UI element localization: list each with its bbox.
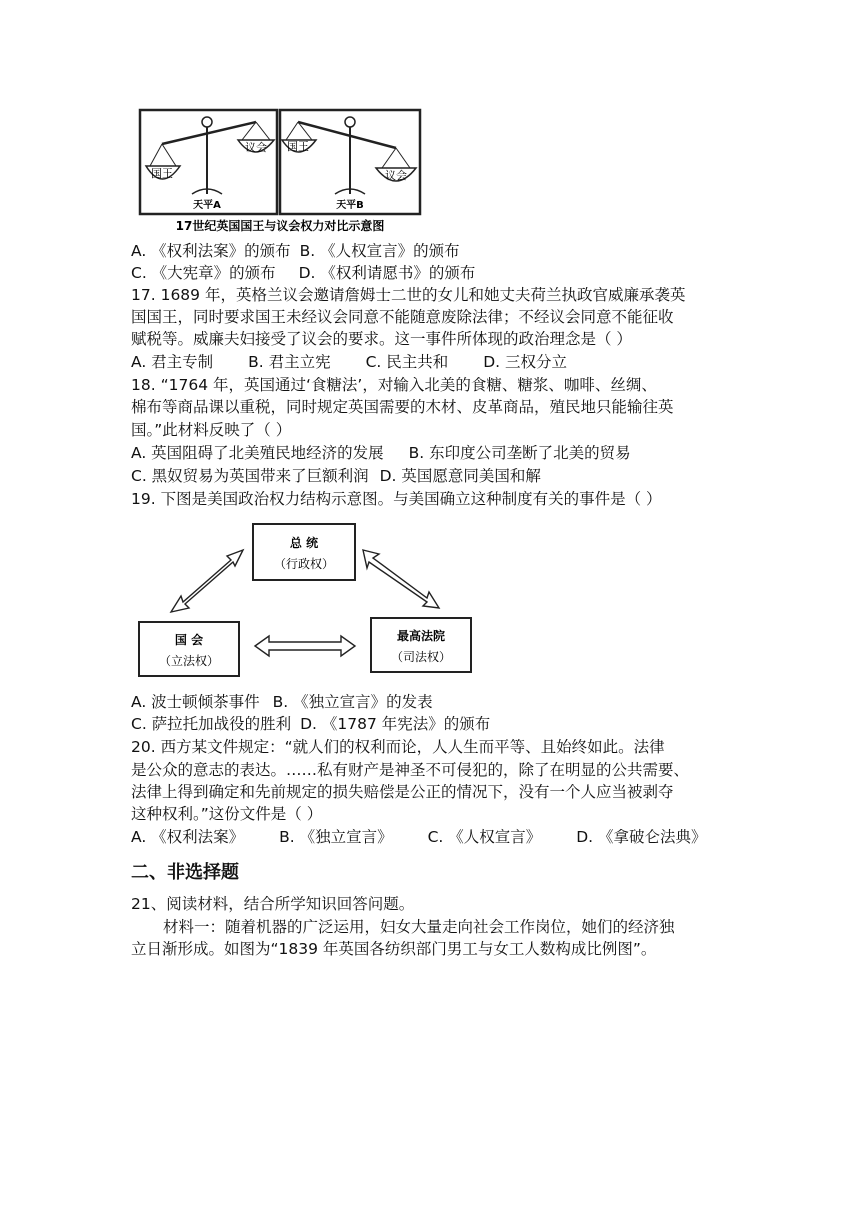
q16-option-b[interactable]: B. 《人权宣言》的颁布	[299, 242, 460, 260]
congress-label: 国 会	[174, 633, 204, 647]
balance-a-parliament-label: 议会	[245, 141, 267, 154]
q16-option-d[interactable]: D. 《权利请愿书》的颁布	[298, 264, 476, 282]
q17-option-d[interactable]: D. 三权分立	[483, 353, 567, 371]
q18-option-c[interactable]: C. 黑奴贸易为英国带来了巨额利润	[131, 467, 369, 485]
q19-option-d[interactable]: D. 《1787 年宪法》的颁布	[300, 715, 491, 733]
q18-option-a[interactable]: A. 英国阻碍了北美殖民地经济的发展	[131, 444, 384, 462]
q20-options	[131, 826, 706, 848]
supreme-court-label: 最高法院	[396, 629, 446, 643]
q18-stem-line1: 18. “1764 年，英国通过‘食糖法’，对输入北美的食糖、糖浆、咖啡、丝绸、	[131, 376, 657, 394]
q21-material-line1: 材料一：随着机器的广泛运用，妇女大量走向社会工作岗位，她们的经济独	[163, 918, 675, 936]
supreme-court-power-label: （司法权）	[390, 650, 452, 664]
q20-stem-line1: 20. 西方某文件规定：“就人们的权利而论，人人生而平等、且始终如此。法律	[131, 738, 665, 756]
q18-stem-line3: 国。”此材料反映了（ ）	[131, 421, 292, 439]
president-power-label: （行政权）	[273, 557, 335, 571]
balance-b-label: 天平B	[336, 200, 364, 211]
balance-b	[282, 117, 416, 194]
balance-b-parliament-label: 议会	[385, 169, 407, 182]
q17-stem-line3: 赋税等。威廉夫妇接受了议会的要求。这一事件所体现的政治理念是（ ）	[131, 330, 632, 348]
q17-stem-line2: 国国王，同时要求国王未经议会同意不能随意废除法律；不经议会同意不能征收	[131, 308, 674, 326]
q21-stem-line1: 21、阅读材料，结合所学知识回答问题。	[131, 895, 415, 913]
q18-options-row1	[131, 442, 631, 464]
president-box	[253, 524, 355, 580]
q20-stem-line3: 法律上得到确定和先前规定的损失赔偿是公正的情况下，没有一个人应当被剥夺	[131, 783, 674, 801]
q16-option-c[interactable]: C. 《大宪章》的颁布	[131, 264, 276, 282]
q21-material-line2: 立日渐形成。如图为“1839 年英国各纺织部门男工与女工人数构成比例图”。	[131, 940, 657, 958]
q17-stem-line1: 17. 1689 年，英格兰议会邀请詹姆士二世的女儿和她丈夫荷兰执政官威廉承袭英	[131, 286, 686, 304]
q19-stem-line1: 19. 下图是美国政治权力结构示意图。与美国确立这种制度有关的事件是（ ）	[131, 490, 662, 508]
section2-heading: 二、非选择题	[131, 862, 239, 883]
q20-option-c[interactable]: C. 《人权宣言》	[427, 828, 542, 846]
q18-option-b[interactable]: B. 东印度公司垄断了北美的贸易	[408, 444, 631, 462]
president-label: 总 统	[289, 536, 319, 550]
q20-stem-line2: 是公众的意志的表达。……私有财产是神圣不可侵犯的，除了在明显的公共需要、	[131, 761, 690, 779]
balance-a-label: 天平A	[193, 200, 221, 211]
q19-options-row1	[131, 691, 433, 713]
q16-options-row2	[131, 262, 475, 284]
q18-option-d[interactable]: D. 英国愿意同美国和解	[379, 467, 541, 485]
q17-option-c[interactable]: C. 民主共和	[365, 353, 449, 371]
arrow-congress-court	[255, 636, 355, 656]
balance-a	[146, 117, 274, 194]
q20-stem-line4: 这种权利。”这份文件是（ ）	[131, 805, 323, 823]
arrow-president-congress	[171, 550, 243, 612]
arrow-president-court	[363, 550, 439, 608]
q17-options	[131, 351, 567, 373]
separation-of-powers-diagram	[135, 518, 480, 680]
q19-option-a[interactable]: A. 波士顿倾茶事件	[131, 693, 260, 711]
q20-option-a[interactable]: A. 《权利法案》	[131, 828, 245, 846]
q18-options-row2	[131, 465, 541, 487]
q19-options-row2	[131, 713, 490, 735]
balance-a-king-label: 国王	[151, 167, 173, 180]
q20-option-b[interactable]: B. 《独立宣言》	[279, 828, 393, 846]
q18-stem-line2: 棉布等商品课以重税，同时规定英国需要的木材、皮革商品，殖民地只能输往英	[131, 398, 674, 416]
balance-a-frame	[140, 110, 277, 214]
q17-option-a[interactable]: A. 君主专制	[131, 353, 214, 371]
q16-options-row1	[131, 240, 460, 262]
q20-option-d[interactable]: D. 《拿破仑法典》	[576, 828, 707, 846]
figure1-caption: 17世纪英国国王与议会权力对比示意图	[175, 219, 385, 233]
balance-scales-figure	[138, 108, 423, 236]
balance-b-king-label: 国王	[287, 140, 309, 153]
q17-option-b[interactable]: B. 君主立宪	[248, 353, 331, 371]
q19-option-c[interactable]: C. 萨拉托加战役的胜利	[131, 715, 292, 733]
q19-option-b[interactable]: B. 《独立宣言》的发表	[272, 693, 433, 711]
q16-option-a[interactable]: A. 《权利法案》的颁布	[131, 242, 291, 260]
congress-power-label: （立法权）	[158, 654, 220, 668]
